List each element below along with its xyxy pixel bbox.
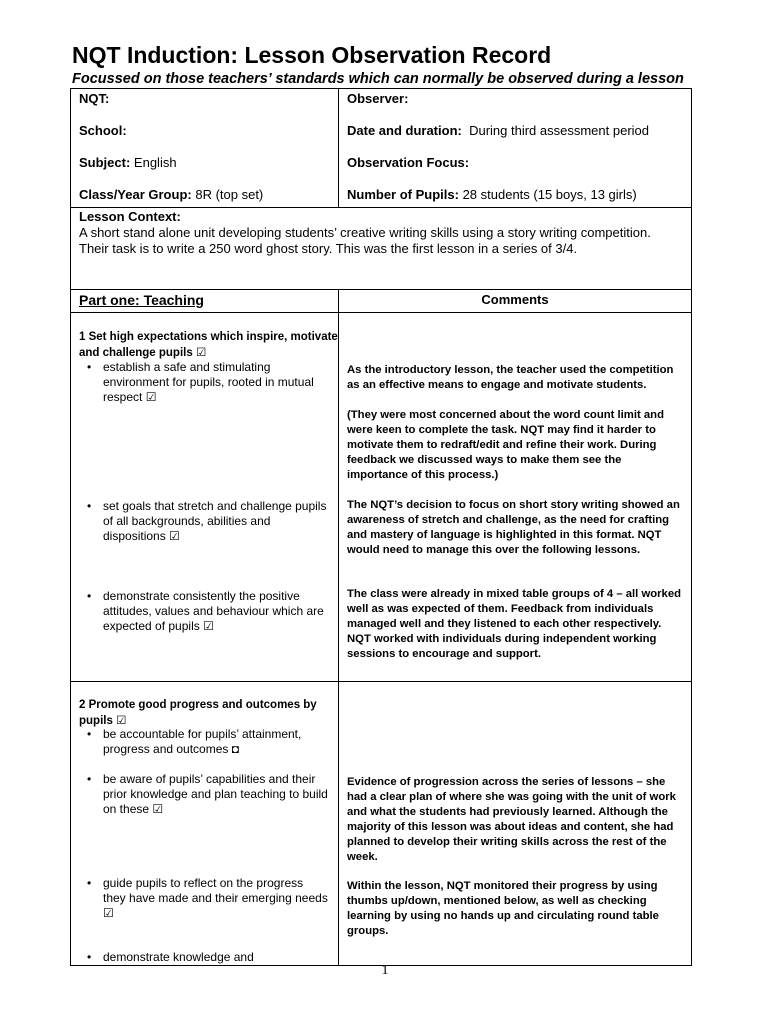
check-icon: ☑: [103, 906, 114, 920]
observer-field: [347, 91, 683, 123]
section-2-bullet-3: • guide pupils to reflect on the progress they have made and their emerging needs ☑: [71, 876, 328, 921]
school-field: [79, 123, 330, 155]
check-icon: ☑: [169, 529, 180, 543]
pupils-value: 28 students (15 boys, 13 girls): [462, 187, 637, 202]
check-icon: ☑: [152, 802, 164, 816]
part-heading-row: [71, 290, 692, 313]
section-1-bullet-1: • establish a safe and stimulating environment for pupils, rooted in mutual respect ☑: [71, 360, 328, 405]
observer-label: Observer:: [347, 91, 409, 106]
section-2-bullet-4: • demonstrate knowledge and: [71, 950, 328, 965]
subject-field: [79, 155, 330, 187]
school-label: School:: [79, 123, 127, 138]
section-2-bullet-2: • be aware of pupils’ capabilities and their prior knowledge and plan teaching to build on these ☑: [71, 772, 328, 817]
context-text: A short stand alone unit developing students’ creative writing skills using a story writing competition. Their task is to write a 250 word ghost story. This was the first lesson in a series of 3/4.: [79, 225, 651, 256]
section-1-bullet-3: • demonstrate consistently the positive attitudes, values and behaviour which are expected of pupils ☑: [71, 589, 328, 634]
header-left-cell: [71, 89, 339, 208]
date-value: During third assessment period: [469, 123, 649, 138]
section-1-comment-1: As the introductory lesson, the teacher used the competition as an effective means to engage and motivate students.: [347, 364, 674, 391]
context-row: [71, 208, 692, 290]
check-icon: ☑: [195, 347, 207, 359]
comments-heading: Comments: [339, 290, 692, 313]
section-1-heading: 1 Set high expectations which inspire, motivate and challenge pupils ☑: [79, 331, 338, 359]
header-row: [71, 89, 692, 208]
pupils-label: Number of Pupils:: [347, 187, 459, 202]
date-label: Date and duration:: [347, 123, 462, 138]
page-subtitle: Focussed on those teachers’ standards which can normally be observed during a lesson: [72, 71, 684, 87]
section-1-comment-2: (They were most concerned about the word count limit and were keen to complete the task. NQT may find it harder to motivate them to redraft/edit and refine their work. During feedback we discussed ways to make them see the importance of this process.): [347, 409, 664, 481]
lesson-context-cell: [71, 208, 692, 290]
date-field: [347, 123, 683, 155]
subject-label: Subject:: [79, 155, 131, 170]
focus-label: Observation Focus:: [347, 155, 470, 170]
check-icon: ☑: [116, 715, 127, 727]
observation-table: [70, 88, 692, 966]
section-1-comments-cell: [339, 313, 692, 682]
section-1-row: [71, 313, 692, 682]
section-2-comment-2: Within the lesson, NQT monitored their progress by using thumbs up/down, mentioned below, as well as checking learning by using no hands up and circulating round table groups.: [347, 880, 659, 937]
check-icon: ☑: [145, 390, 157, 404]
section-1-comment-4: The class were already in mixed table groups of 4 – all worked well as was expected of them. Feedback from individuals managed well and they listened to each other respectively. NQT worked with individuals during independent working sessions to encourage and support.: [347, 588, 682, 660]
class-value: 8R (top set): [195, 187, 264, 202]
pupils-field: [347, 187, 683, 207]
section-2-heading: 2 Promote good progress and outcomes by pupils ☑: [79, 699, 317, 727]
subject-value: English: [133, 155, 177, 170]
header-right-cell: [339, 89, 692, 208]
section-1-standards-cell: [71, 313, 339, 682]
section-2-standards-cell: [71, 682, 339, 966]
section-2-bullet-1: • be accountable for pupils’ attainment, progress and outcomes ◘: [71, 727, 328, 757]
section-2-row: [71, 682, 692, 966]
nqt-label: NQT:: [79, 91, 110, 106]
section-2-comments-cell: [339, 682, 692, 966]
nqt-field: [79, 91, 330, 123]
section-2-comment-1: Evidence of progression across the series of lessons – she had a clear plan of where she was going with the unit of work and what the students had previously learned. Although the majority of this lesson was about ideas and content, she had planned to develop their writing skills across the rest of the week.: [347, 776, 676, 863]
section-1-comment-3: The NQT’s decision to focus on short story writing showed an awareness of stretch and challenge, as the need for crafting and mastery of language is highlighted in this format. NQT would need to manage this over the following lessons.: [347, 499, 680, 556]
check-icon: ☑: [203, 619, 214, 633]
empty-box-icon: ◘: [231, 742, 239, 756]
part-one-heading: Part one: Teaching: [71, 290, 339, 313]
page-title: NQT Induction: Lesson Observation Record: [72, 42, 552, 68]
section-1-bullet-2: • set goals that stretch and challenge pupils of all backgrounds, abilities and dispositions ☑: [71, 499, 328, 544]
page-number: 1: [381, 963, 389, 978]
focus-field: [347, 155, 683, 187]
class-label: Class/Year Group:: [79, 187, 192, 202]
context-label: Lesson Context:: [79, 209, 181, 224]
class-field: [79, 187, 330, 207]
